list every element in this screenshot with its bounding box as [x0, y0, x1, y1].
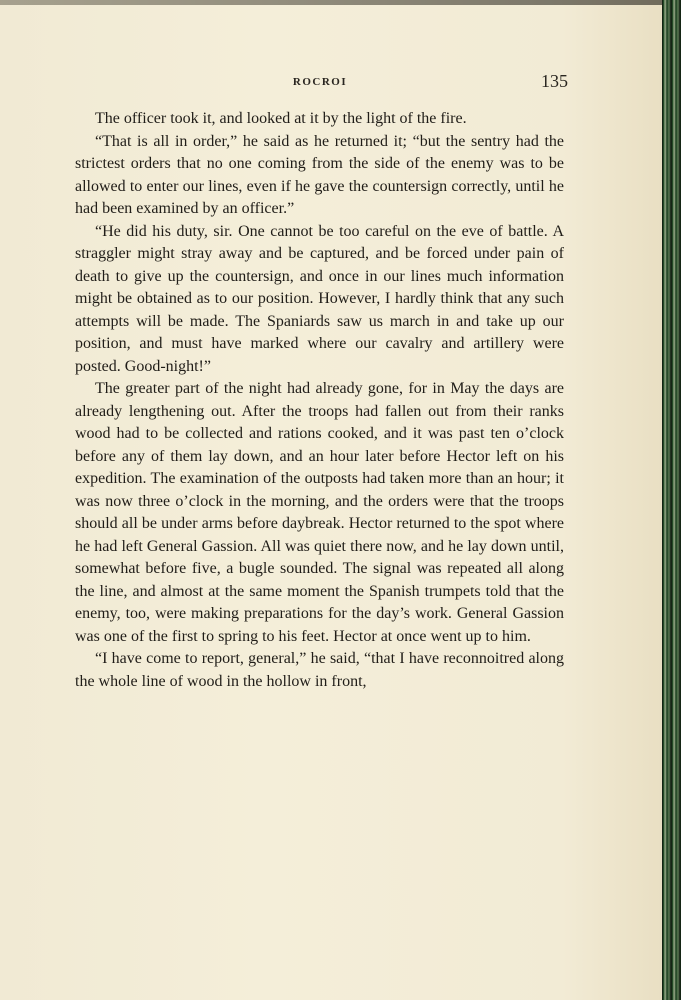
- paragraph-5: “I have come to report, general,” he said, “that I have reconnoitred along the whole line of wood in the hollow in front,: [75, 650, 564, 690]
- paragraph-2: “That is all in order,” he said as he returned it; “but the sentry had the strictest orders that no one coming from the side of the enemy was to be allowed to enter our lines, even if he gave the countersign correctly, until he had been examined by an officer.”: [75, 132, 564, 217]
- body-text: [75, 108, 564, 693]
- page-top-edge: [0, 0, 662, 5]
- paragraph-3: “He did his duty, sir. One cannot be too careful on the eve of battle. A straggler might stray away and be captured, and be forced under pain of death to give up the countersign, and once in our lines much information might be obtained as to our position. However, I hardly think that any such attempts will be made. The Spaniards saw us march in and take up our position, and must have marked where our cavalry and artillery were posted. Good-night!”: [75, 222, 564, 375]
- book-binding-edge: [662, 0, 681, 1000]
- paragraph-1: The officer took it, and looked at it by the light of the fire.: [95, 110, 467, 127]
- page-number: 135: [541, 71, 568, 91]
- paragraph-4: The greater part of the night had already gone, for in May the days are already lengthening out. After the troops had fallen out from their ranks wood had to be collected and rations cooked, and it was past ten o’clock before any of them lay down, and an hour later before Hector left on his expedition. The examination of the outposts had taken more than an hour; it was now three o’clock in the morning, and the orders were that the troops should all be under arms before daybreak. Hector returned to the spot where he had left General Gassion. All was quiet there now, and he lay down until, somewhat before five, a bugle sounded. The signal was repeated all along the line, and almost at the same moment the Spanish trumpets told that the enemy, too, were making preparations for the day’s work. General Gassion was one of the first to spring to his feet. Hector at once went up to him.: [75, 380, 564, 645]
- running-header: [72, 71, 568, 96]
- running-title: ROCROI: [292, 76, 348, 88]
